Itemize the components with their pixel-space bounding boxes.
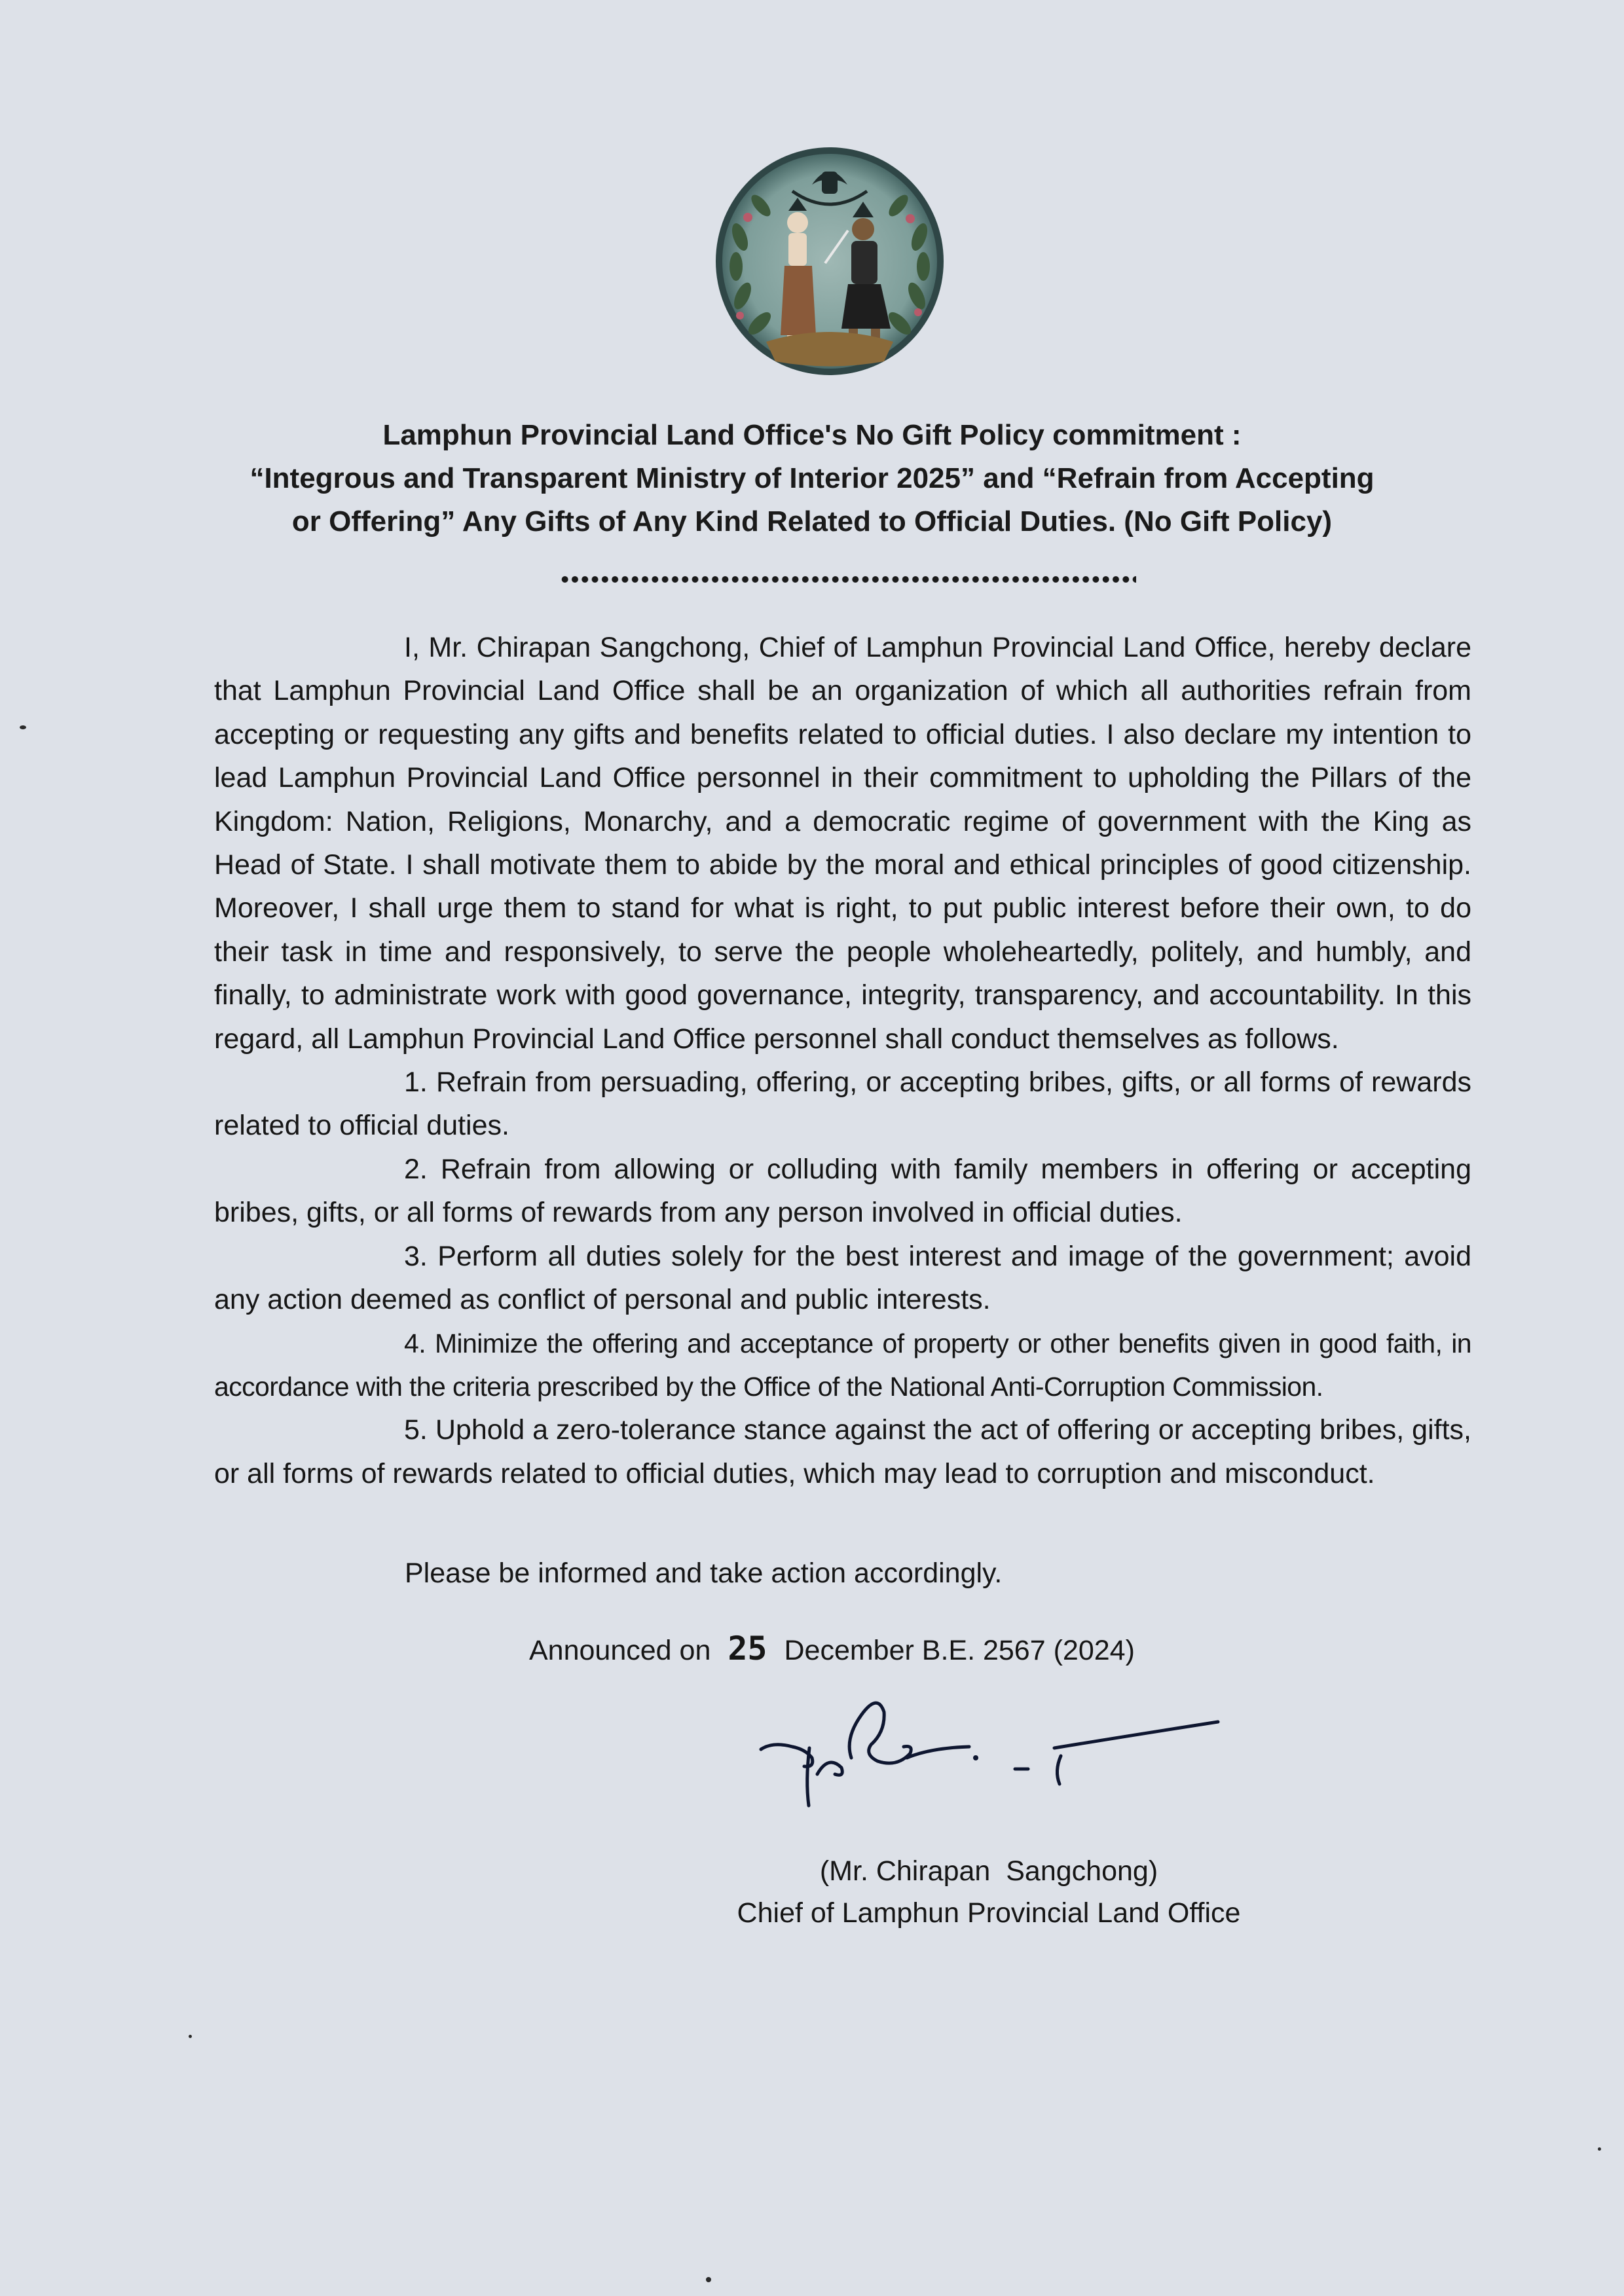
- closing-statement: Please be informed and take action accordingly.: [405, 1558, 1003, 1589]
- list-item: 1. Refrain from persuading, offering, or accepting bribes, gifts, or all forms of rewards related to official duties.: [214, 1066, 1471, 1142]
- list-item: 5. Uphold a zero-tolerance stance against the act of offering or accepting bribes, gifts, or all forms of rewards related to official duties, which may lead to corruption and misconduct.: [214, 1414, 1471, 1489]
- document-title: [164, 414, 1460, 543]
- signature-icon: [747, 1676, 1231, 1820]
- title-line-2: “Integrous and Transparent Ministry of Interior 2025” and “Refrain from Accepting: [249, 462, 1375, 494]
- scan-speck: [20, 725, 26, 729]
- commitment-list: [214, 1061, 1471, 1495]
- provincial-seal-icon: [714, 145, 946, 377]
- scan-speck: [706, 2277, 711, 2282]
- list-item: 2. Refrain from allowing or colluding with family members in offering or accepting bribes, gifts, or all forms of rewards from any person involved in official duties.: [214, 1153, 1471, 1229]
- list-item: 4. Minimize the offering and acceptance of property or other benefits given in good faith, in accordance with the criteria prescribed by the Office of the National Anti-Corruption Commission.: [214, 1328, 1471, 1402]
- intro-paragraph: I, Mr. Chirapan Sangchong, Chief of Lamphun Provincial Land Office, hereby declare that Lamphun Provincial Land Office shall be an organization of which all authorities refrain from accepting or requesting any gifts and benefits related to official duties. I also declare my intention to lead Lamphun Provincial Land Office personnel in their commitment to upholding the Pillars of the Kingdom: Nation, Religions, Monarchy, and a democratic regime of government with the King as Head of State. I shall motivate them to abide by the moral and ethical principles of good citizenship. Moreover, I shall urge them to stand for what is right, to put public interest before their own, to do their task in time and responsively, to serve the people wholeheartedly, politely, and humbly, and finally, to administrate work with good governance, integrity, transparency, and accountability. In this regard, all Lamphun Provincial Land Office personnel shall conduct themselves as follows.: [214, 632, 1471, 1055]
- scan-speck: [1598, 2147, 1601, 2151]
- signatory-position: Chief of Lamphun Provincial Land Office: [737, 1897, 1241, 1929]
- announcement-suffix: December B.E. 2567 (2024): [784, 1635, 1135, 1666]
- signatory-name: (Mr. Chirapan Sangchong): [819, 1855, 1158, 1887]
- dotted-divider: [560, 575, 1136, 584]
- list-item: 3. Perform all duties solely for the best interest and image of the government; avoid any action deemed as conflict of personal and public interests.: [214, 1240, 1471, 1316]
- document-body: [214, 626, 1471, 1495]
- announcement-date: [529, 1630, 1135, 1667]
- scan-speck: [189, 2035, 192, 2038]
- title-line-3: or Offering” Any Gifts of Any Kind Related to Official Duties. (No Gift Policy): [291, 505, 1333, 538]
- announcement-day: 25: [728, 1630, 767, 1667]
- signatory-block: [655, 1850, 1323, 1934]
- announcement-prefix: Announced on: [529, 1635, 711, 1666]
- title-line-1: Lamphun Provincial Land Office's No Gift Policy commitment :: [382, 419, 1242, 451]
